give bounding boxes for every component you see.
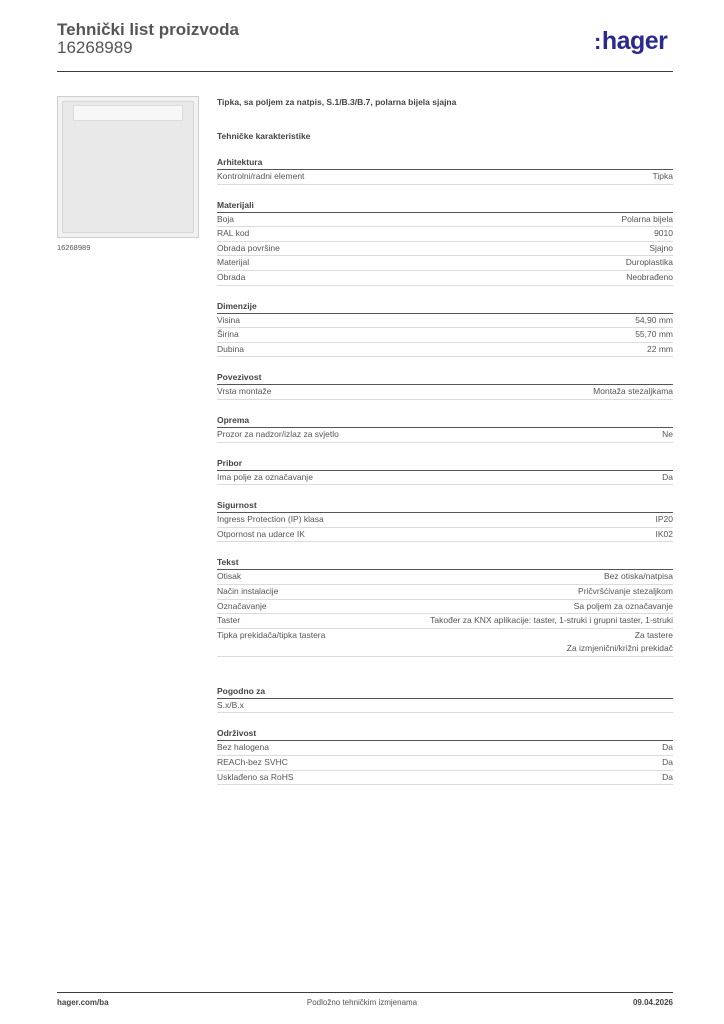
spec-value-line: Da (662, 471, 673, 482)
spec-value (662, 471, 673, 485)
spec-label: Otpornost na udarce IK (217, 528, 305, 539)
spec-value-line: Neobrađeno (626, 271, 673, 282)
spec-value (567, 629, 673, 656)
spec-label: Vrsta montaže (217, 386, 272, 397)
section-heading: Sigurnost (217, 499, 673, 513)
section-heading: Oprema (217, 414, 673, 428)
spec-row (217, 242, 673, 257)
spec-label: Obrada površine (217, 242, 280, 253)
spec-row (217, 741, 673, 756)
spec-section (217, 371, 673, 400)
spec-label: Otisak (217, 571, 242, 582)
spec-row (217, 227, 673, 242)
spec-row (217, 629, 673, 657)
spec-value (654, 227, 673, 241)
spec-section (217, 414, 673, 443)
spec-label: Visina (217, 314, 240, 325)
spec-section (217, 499, 673, 542)
spec-value-line: Ne (662, 428, 673, 439)
section-heading: Tekst (217, 556, 673, 570)
spec-label: Kontrolni/radni element (217, 171, 305, 181)
footer-date: 09.04.2026 (632, 998, 673, 1007)
spec-row (217, 528, 673, 543)
spec-row (217, 385, 673, 400)
spec-section (217, 300, 673, 358)
spec-value-line: Da (662, 757, 673, 768)
spec-row (217, 471, 673, 486)
section-heading: Povezivost (217, 371, 673, 385)
label-field (73, 105, 183, 121)
spec-value-line: 9010 (654, 228, 673, 239)
spec-label: Tipka prekidača/tipka tastera (217, 629, 326, 640)
spec-value (662, 756, 673, 770)
spec-value-line: Sjajno (649, 242, 673, 253)
section-heading: Materijali (217, 199, 673, 213)
section-heading: Arhitektura (217, 156, 673, 170)
section-heading: Dimenzije (217, 300, 673, 314)
technical-characteristics-heading: Tehničke karakteristike (217, 131, 311, 141)
spec-value-line: Sa poljem za označavanje (573, 600, 673, 611)
spec-value (593, 385, 673, 399)
spec-row (217, 170, 673, 185)
spec-value (662, 428, 673, 442)
spec-row (217, 314, 673, 329)
spec-row (217, 213, 673, 228)
spec-label: Označavanje (217, 600, 267, 611)
spec-value (649, 242, 673, 256)
spec-label: S.x/B.x (217, 699, 244, 710)
spec-value (656, 528, 674, 542)
spec-value (656, 513, 674, 527)
spec-value-line: Duroplastika (625, 257, 673, 268)
spec-value (635, 314, 673, 328)
spec-value (635, 328, 673, 342)
spec-label: Obrada (217, 271, 246, 282)
spec-value-line: Za izmjenični/križni prekidač (566, 643, 673, 654)
spec-value-line: Bez otiska/natpisa (604, 571, 673, 582)
footer-rule (57, 992, 673, 993)
spec-value (574, 600, 673, 614)
spec-value (621, 213, 673, 227)
header-rule (57, 71, 673, 72)
switch-plate (62, 101, 194, 233)
spec-row (217, 614, 673, 629)
spec-value (430, 614, 673, 628)
spec-row (217, 328, 673, 343)
spec-value (662, 771, 673, 785)
content (217, 96, 673, 785)
spec-label: Prozor za nadzor/izlaz za svjetlo (217, 428, 339, 439)
spec-value-line: 22 mm (647, 343, 673, 354)
spec-sections (217, 156, 673, 785)
logo-colon: : (594, 29, 601, 54)
spec-label: Ima polje za označavanje (217, 471, 313, 482)
spec-value-line: Pričvršćivanje stezaljkom (578, 585, 673, 596)
spec-label: Materijal (217, 257, 250, 268)
spec-section (217, 199, 673, 286)
spec-value-line: IP20 (655, 514, 673, 525)
logo-text: hager (601, 27, 668, 55)
spec-label: Bez halogena (217, 742, 269, 753)
spec-row (217, 428, 673, 443)
product-image-caption: 16268989 (57, 243, 91, 252)
spec-section (217, 156, 673, 185)
spec-row (217, 343, 673, 358)
section-heading: Pribor (217, 457, 673, 471)
spec-value-line: Tipka (652, 171, 673, 181)
section-heading: Pogodno za (217, 685, 673, 699)
document-number: 16268989 (57, 38, 133, 57)
spec-label: Ingress Protection (IP) klasa (217, 514, 324, 525)
spec-label: REACh-bez SVHC (217, 757, 288, 768)
spec-value-line: 54,90 mm (635, 314, 673, 325)
spec-row (217, 771, 673, 786)
spec-row (217, 271, 673, 286)
spec-section (217, 685, 673, 714)
spec-row (217, 600, 673, 615)
spec-row (217, 699, 673, 714)
spec-value-line: Montaža stezaljkama (593, 386, 673, 397)
spec-row (217, 570, 673, 585)
spec-label: RAL kod (217, 228, 250, 239)
spec-label: Taster (217, 615, 241, 626)
product-title: Tipka, sa poljem za natpis, S.1/B.3/B.7, polarna bijela sjajna (217, 97, 457, 107)
spec-value (662, 741, 673, 755)
spec-label: Način instalacije (217, 585, 279, 596)
spec-value (626, 256, 673, 270)
spec-value (653, 170, 673, 184)
spec-value (578, 585, 673, 599)
spec-value-line: IK02 (655, 528, 673, 539)
spec-label: Usklađeno sa RoHS (217, 771, 294, 782)
spec-value (604, 570, 673, 584)
spec-row (217, 585, 673, 600)
spec-label: Širina (217, 329, 239, 340)
spec-value-line: 55,70 mm (635, 329, 673, 340)
spec-row (217, 756, 673, 771)
spec-section (217, 727, 673, 785)
footer-website: hager.com/ba (57, 998, 109, 1007)
document-title: Tehnički list proizvoda (57, 20, 239, 39)
spec-section (217, 556, 673, 657)
spec-value-line: Polarna bijela (621, 213, 673, 224)
spec-value-line: Da (662, 771, 673, 782)
spec-value (626, 271, 673, 285)
spec-value (647, 343, 673, 357)
spec-value-line: Također za KNX aplikacije: taster, 1-struki i grupni taster, 1-struki (430, 615, 673, 626)
product-image (57, 96, 199, 238)
section-heading: Održivost (217, 727, 673, 741)
spec-value-line: Za tastere (634, 629, 673, 640)
footer-notice: Podložno tehničkim izmjenama (306, 998, 418, 1007)
spec-label: Boja (217, 213, 235, 224)
spec-row (217, 513, 673, 528)
spec-label: Dubina (217, 343, 244, 354)
spec-value-line: Da (662, 742, 673, 753)
spec-row (217, 256, 673, 271)
spec-section (217, 457, 673, 486)
hager-logo (594, 27, 667, 56)
